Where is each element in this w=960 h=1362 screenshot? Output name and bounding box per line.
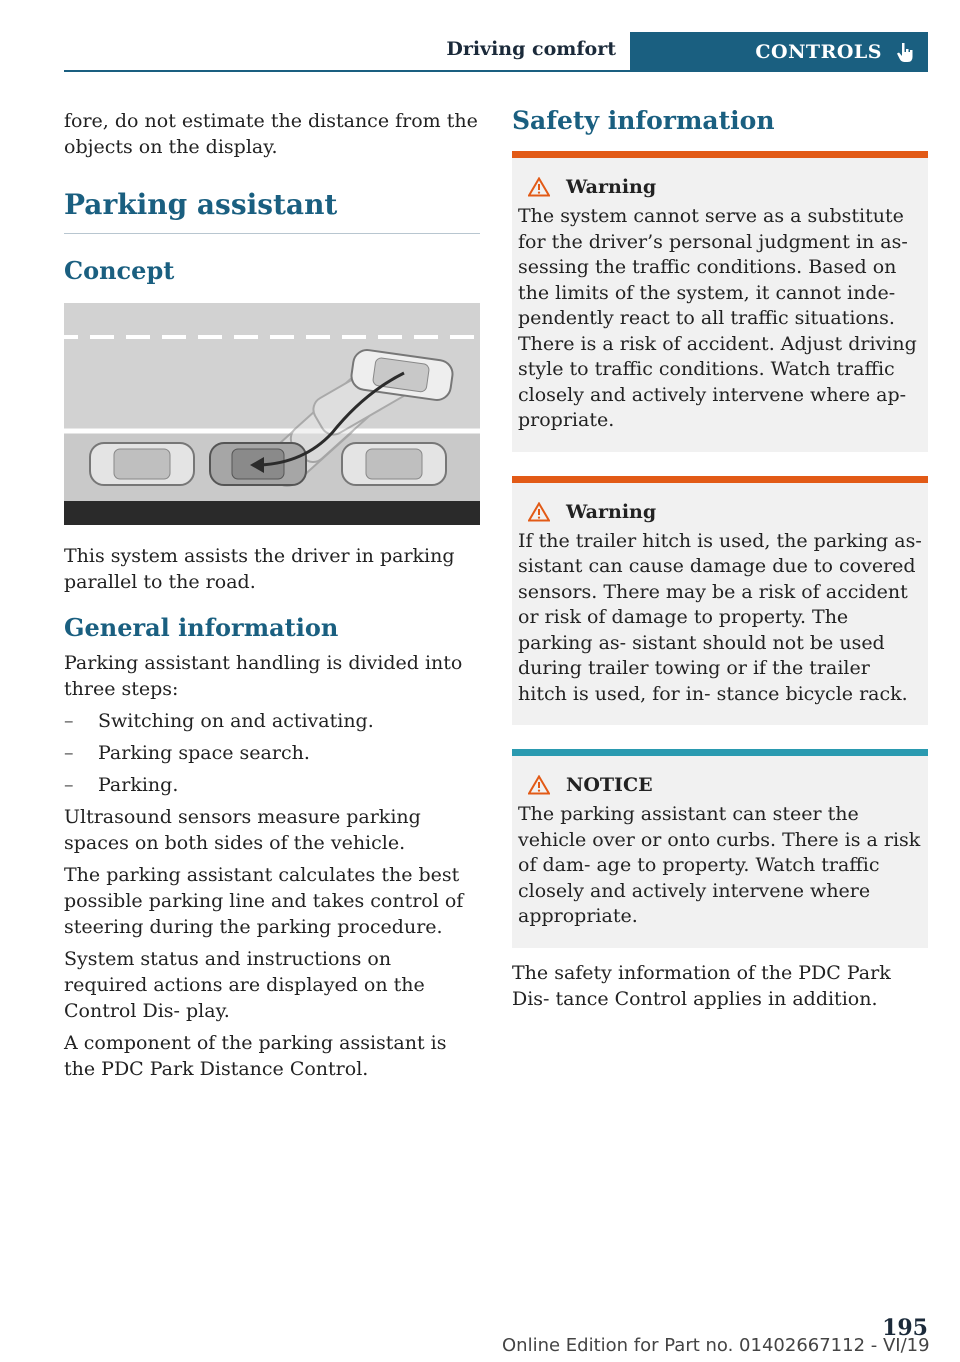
closing-text: The safety information of the PDC Park Dis‐ tance Control applies in addition.: [512, 961, 891, 1010]
notice-text: The parking assistant can steer the vehicle over or onto curbs. There is a risk of dam‐ age to property. Watch traffic closely and actively intervene where appropriate.: [518, 803, 921, 927]
paragraph-calculation: The parking assistant calculates the best possible parking line and takes control of steering during the parking procedure.: [64, 864, 464, 938]
warning-label: Warning: [566, 176, 657, 198]
list-dash: –: [64, 710, 74, 732]
hand-pointer-icon: [892, 39, 918, 65]
header-rule: [64, 70, 928, 72]
warning-box: [512, 151, 928, 452]
intro-text: fore, do not estimate the distance from the objects on the display.: [64, 110, 478, 158]
parked-car-left: [90, 443, 194, 485]
list-item: – Switching on and activating.: [64, 710, 374, 732]
paragraph-pdc: A component of the parking assistant is the PDC Park Distance Control.: [64, 1032, 447, 1080]
page-number: 195: [882, 1315, 928, 1341]
warning-text: The system cannot serve as a substitute for the driver’s personal judgment in as‐ sessing the traffic conditions. Based on the limits of the system, it cannot inde‐ pendently react to all traffic situations. There is a risk of accident. Adjust driving style to traffic conditions. Watch traffic closely and actively intervene where ap‐ propriate.: [518, 205, 917, 431]
warning-label: Warning: [566, 500, 657, 523]
paragraph-status: System status and instructions on required actions are displayed on the Control Dis‐ play.: [64, 948, 425, 1022]
list-dash: –: [64, 742, 74, 764]
figure-caption: This system assists the driver in parking parallel to the road.: [64, 545, 455, 593]
section-heading-safety: Safety information: [512, 106, 775, 135]
subheading-general-information: General information: [64, 613, 339, 642]
list-dash: –: [64, 774, 74, 796]
list-item: – Parking.: [64, 774, 179, 796]
parked-car-right: [342, 443, 446, 485]
paragraph-sensors: Ultrasound sensors measure parking spaces on both sides of the vehicle.: [64, 806, 421, 854]
notice-label: NOTICE: [566, 774, 653, 796]
warning-triangle-icon: [528, 177, 550, 197]
warning-text: If the trailer hitch is used, the parking as‐ sistant can cause damage due to covered sensors. There may be a risk of accident or risk of damage to property. The parking as‐ sistant should not be used during trailer towing or if the trailer hitch is used, for in‐ stance bicycle rack.: [518, 529, 922, 705]
right-column: [512, 106, 928, 1018]
chapter-tab: [630, 32, 928, 72]
left-column: [64, 108, 480, 1088]
notice-box: [512, 749, 928, 948]
section-title: Driving comfort: [446, 38, 616, 60]
edition-note: Online Edition for Part no. 01402667112 - VI/19: [502, 1335, 930, 1356]
chapter-label: CONTROLS: [755, 41, 882, 63]
list-item: – Parking space search.: [64, 742, 310, 764]
steps-list: [64, 708, 480, 798]
notice-triangle-icon: [528, 775, 550, 795]
general-intro: Parking assistant handling is divided into three steps:: [64, 652, 463, 700]
warning-box: [512, 476, 928, 726]
subheading-concept: Concept: [64, 256, 175, 285]
parking-illustration: [64, 303, 480, 525]
section-heading-parking-assistant: Parking assistant: [64, 188, 480, 234]
warning-triangle-icon: [528, 502, 550, 522]
page-header: [64, 32, 928, 72]
